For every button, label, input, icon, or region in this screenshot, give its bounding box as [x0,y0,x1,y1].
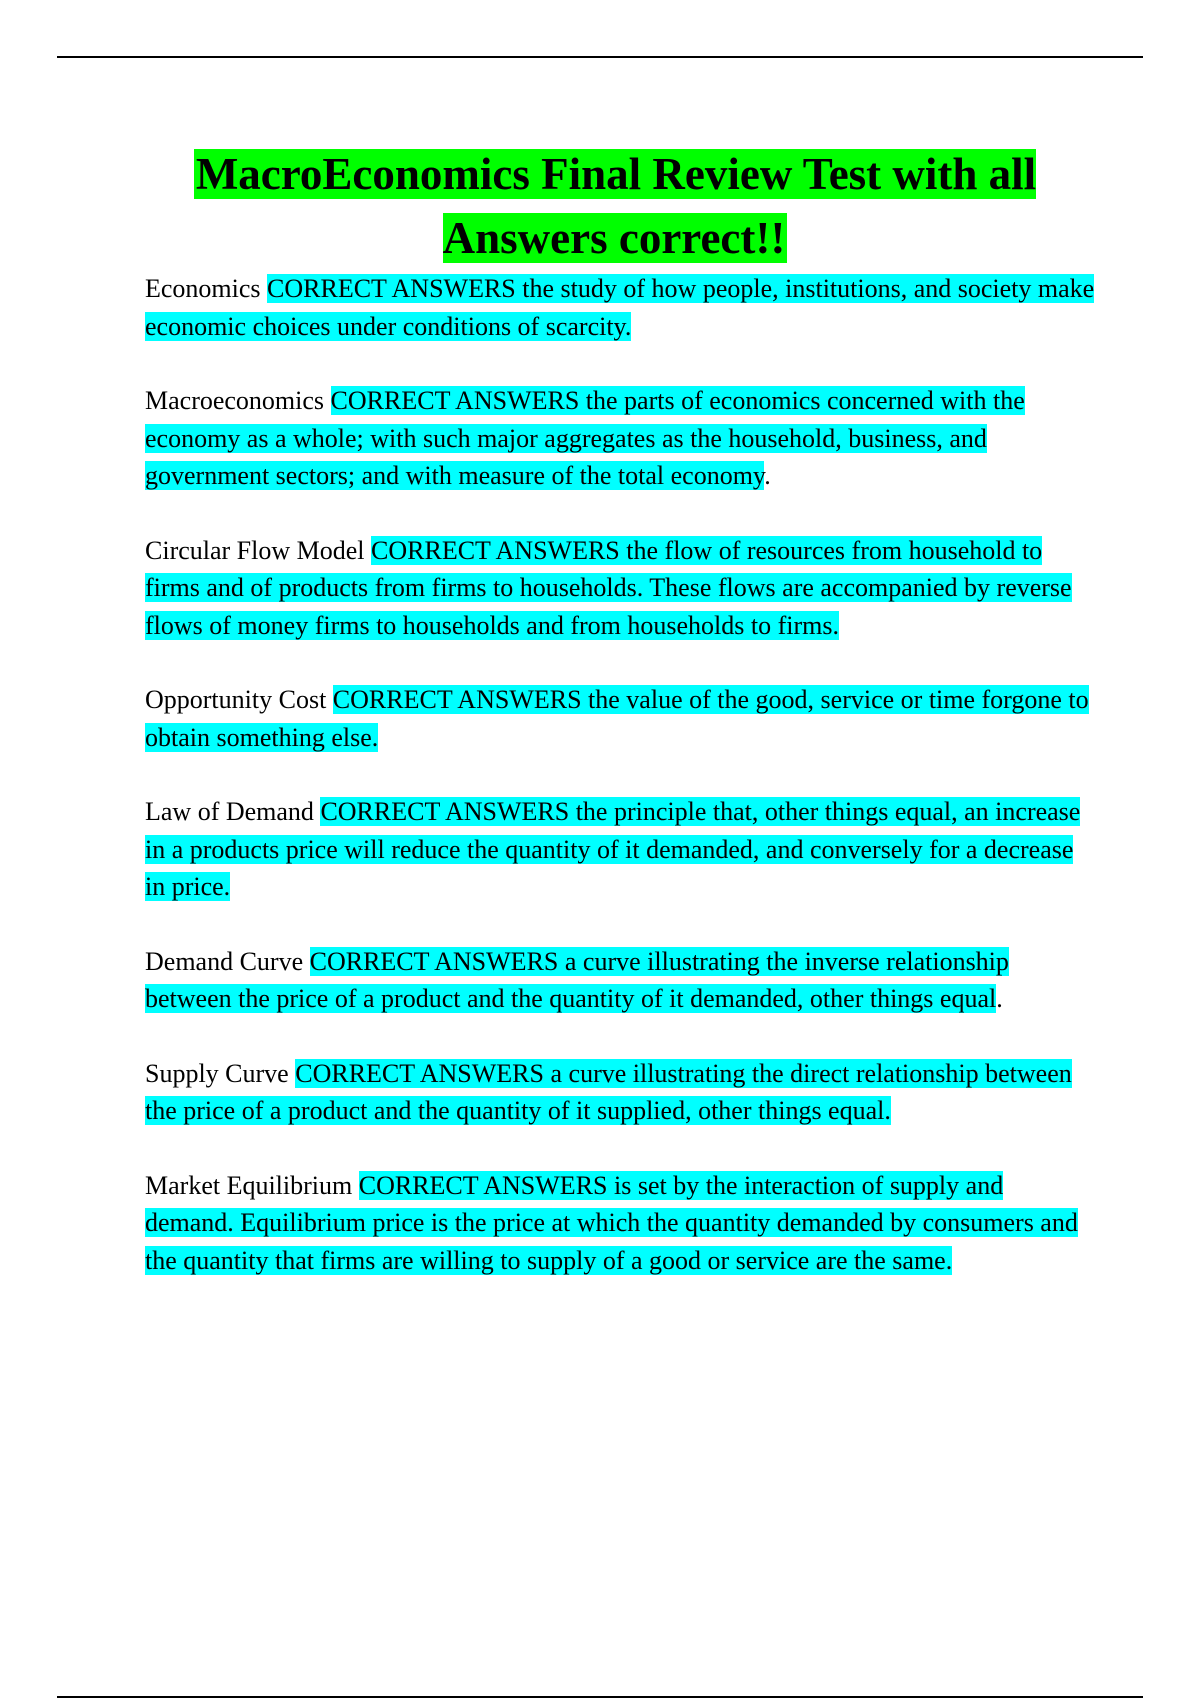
correct-answers-label: CORRECT ANSWERS [358,1170,608,1200]
correct-answers-label: CORRECT ANSWERS [295,1058,544,1088]
entry-term: Law of Demand [145,797,314,826]
entry-market-equilibrium [145,1167,1095,1280]
correct-answers-label: CORRECT ANSWERS [332,685,582,714]
top-rule [57,56,1143,58]
correct-answers-label: CORRECT ANSWERS [267,274,516,303]
entry-definition: is set by the interaction of supply and demand. Equilibrium price is the price at which the quantity demanded by consumers and the quantity that firms are willing to supply of a good or service are the same. [145,1170,1078,1275]
title-highlight: MacroEconomics Final Review Test with all Answers correct!! [195,149,1037,263]
entry-term: Economics [145,274,261,303]
entry-definition: a curve illustrating the inverse relationship between the price of a product and the quantity of it demanded, other things equal [145,946,1009,1013]
entry-definition: the principle that, other things equal, an increase in a products price will reduce the quantity of it demanded, and conversely for a decrease in price. [145,797,1081,901]
entry-definition: the flow of resources from household to firms and of products from firms to households. These flows are accompanied by reverse flows of money firms to households and from households to firms. [145,535,1072,640]
entry-term: Demand Curve [145,946,304,976]
entry-definition: a curve illustrating the direct relationship between the price of a product and the quantity of it supplied, other things equal. [145,1058,1072,1125]
entry-circular-flow-model [145,532,1095,645]
entry-trailing: . [996,984,1003,1013]
entry-term: Circular Flow Model [145,535,365,565]
entry-opportunity-cost [145,681,1095,756]
entry-economics [145,270,1095,345]
entry-trailing: . [764,461,771,490]
entry-definition: the value of the good, service or time forgone to obtain something else. [145,685,1089,752]
entry-definition: the study of how people, institutions, and society make economic choices under conditions of scarcity. [145,274,1095,341]
correct-answers-label: CORRECT ANSWERS [320,797,570,826]
entry-supply-curve [145,1055,1095,1130]
entry-macroeconomics [145,382,1095,495]
entry-term: Opportunity Cost [145,685,327,714]
correct-answers-label: CORRECT ANSWERS [330,386,580,415]
entry-law-of-demand [145,793,1095,906]
entry-term: Macroeconomics [145,386,325,415]
entry-term: Supply Curve [145,1058,289,1088]
entry-definition: the parts of economics concerned with the economy as a whole; with such major aggregates as the household, business, and government sectors; and with measure of the total economy [145,386,1025,490]
glossary-entries [145,270,1095,1316]
page-title [120,142,1110,270]
correct-answers-label: CORRECT ANSWERS [309,946,559,976]
entry-term: Market Equilibrium [145,1170,353,1200]
entry-answer [145,274,1094,341]
correct-answers-label: CORRECT ANSWERS [371,535,620,565]
entry-demand-curve [145,943,1095,1018]
bottom-rule [57,1696,1143,1698]
